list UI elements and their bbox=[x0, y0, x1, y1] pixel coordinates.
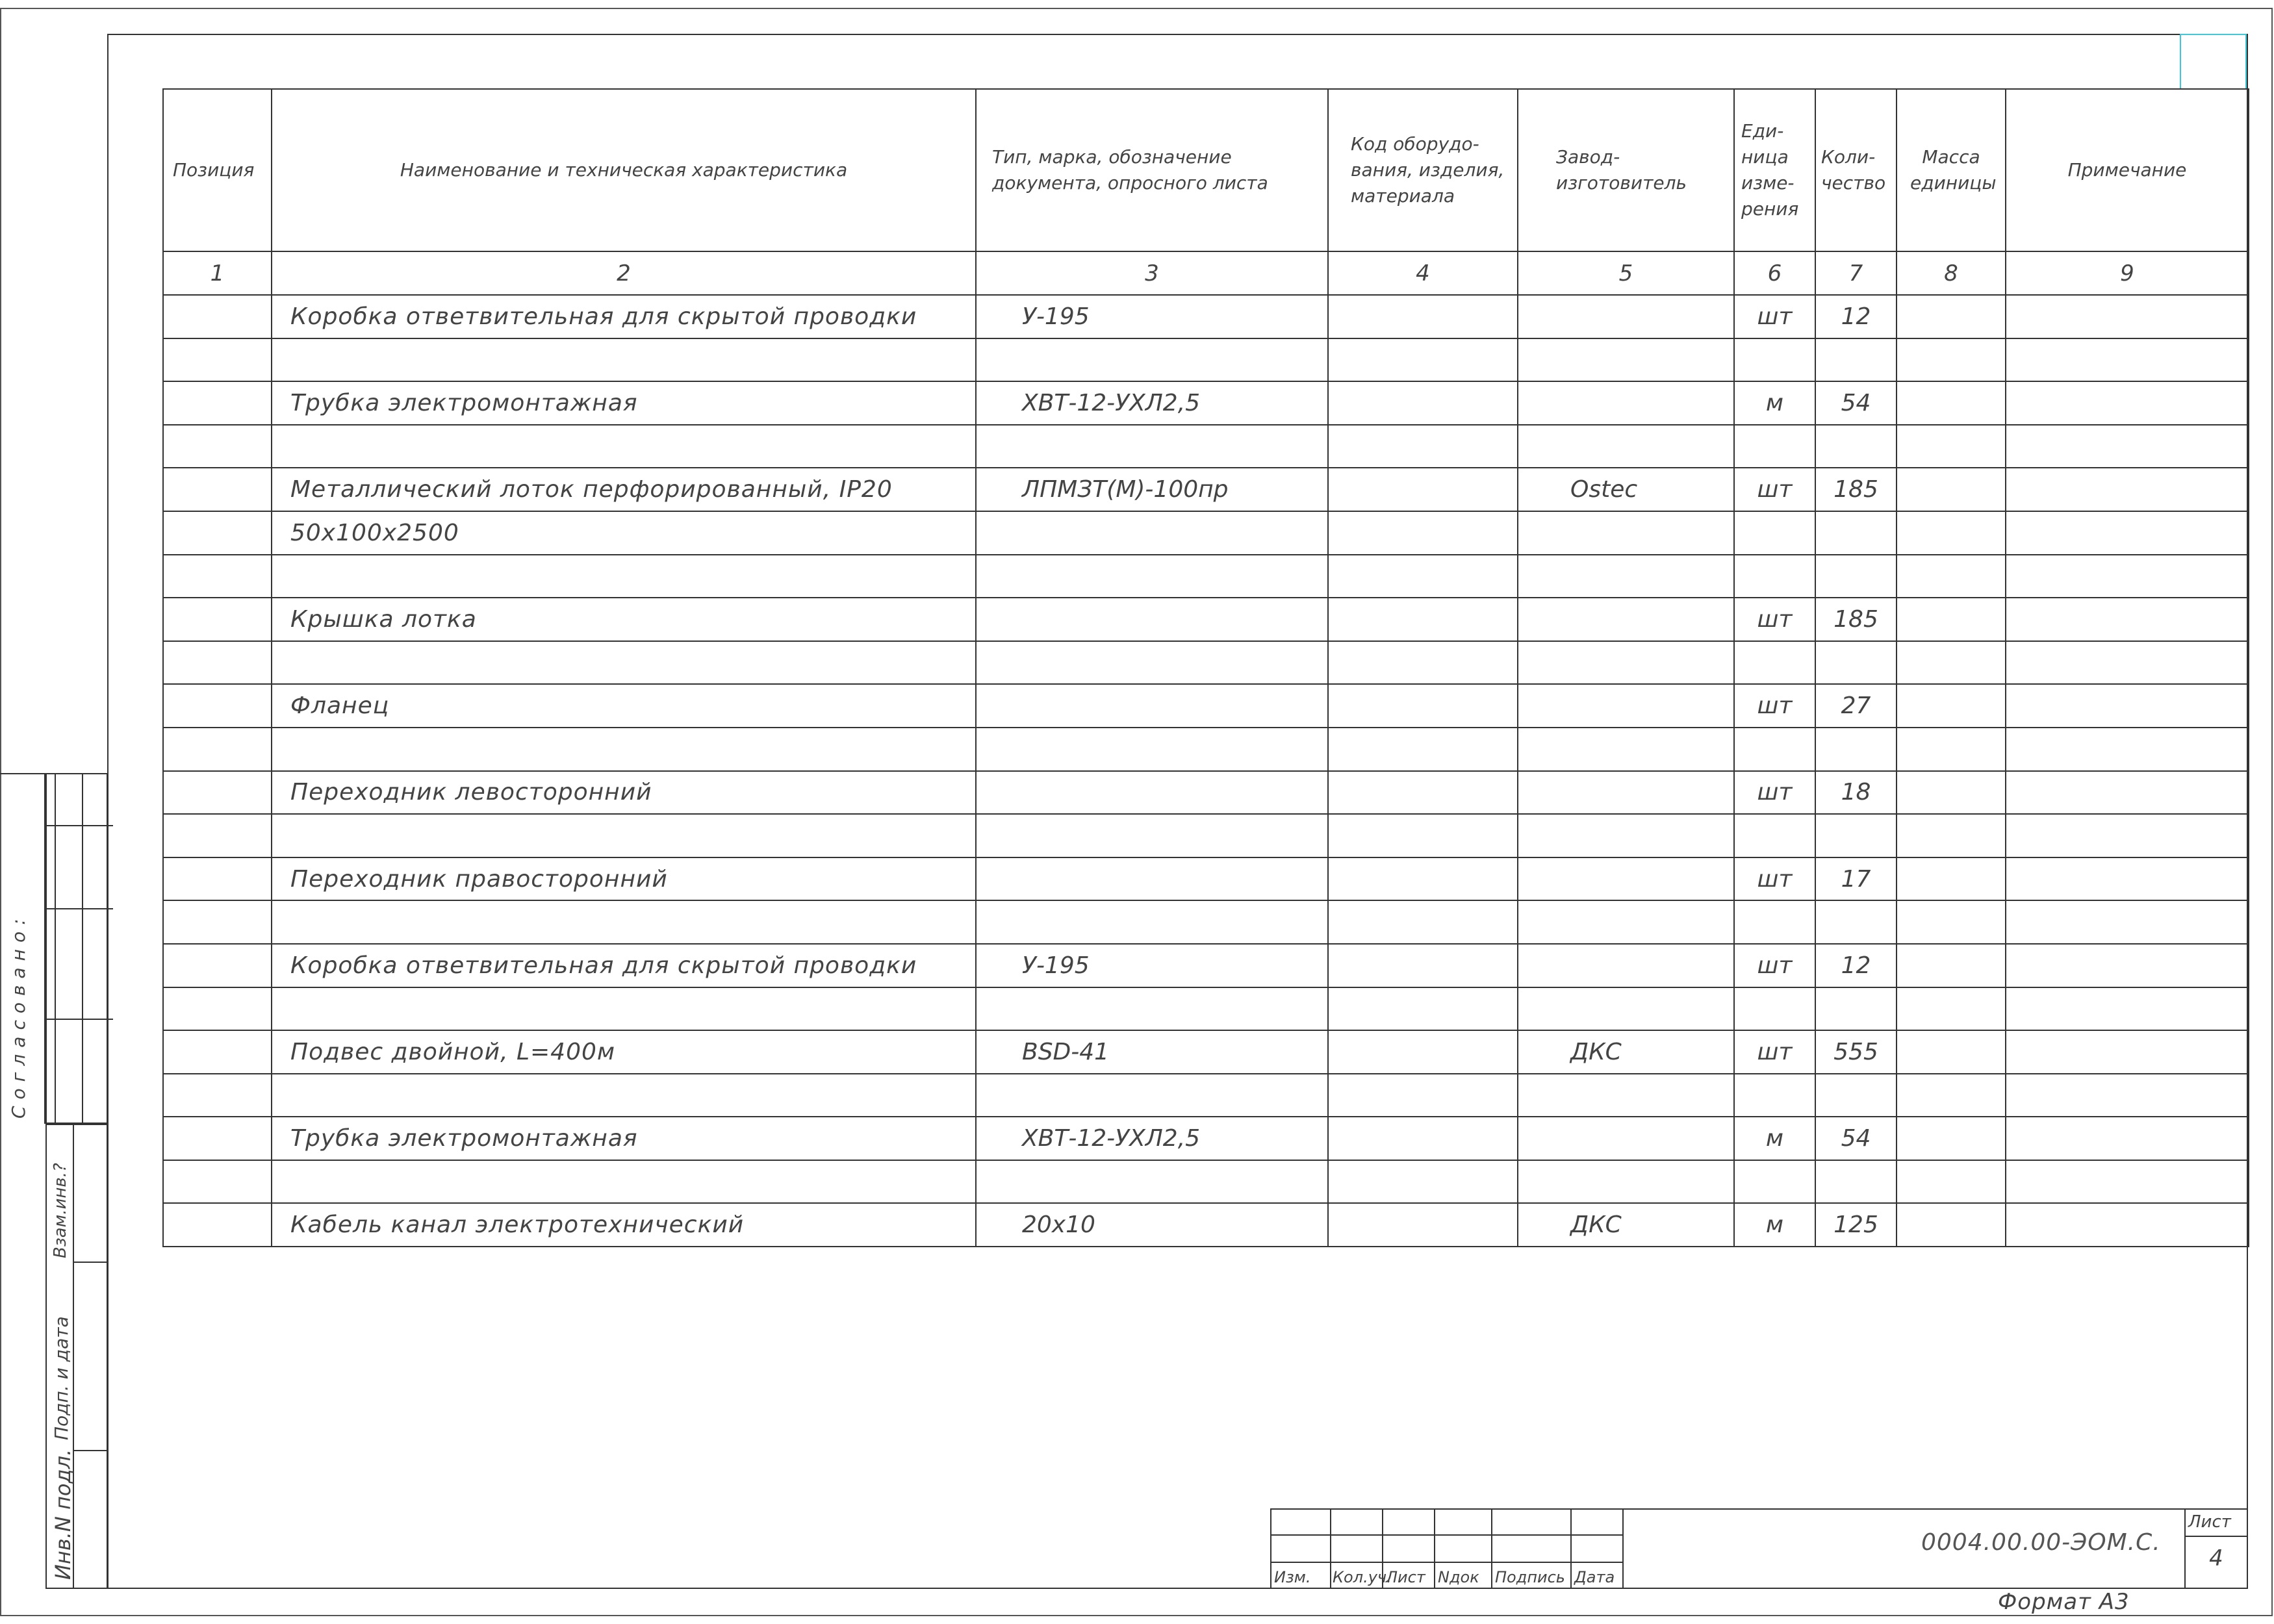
cell-code bbox=[1328, 857, 1518, 901]
cell-name bbox=[272, 641, 976, 685]
cell-type bbox=[976, 555, 1328, 598]
cell-unit: м bbox=[1734, 1117, 1815, 1160]
cell-name bbox=[272, 987, 976, 1031]
cell-note bbox=[2006, 338, 2249, 382]
agreement-grid bbox=[45, 773, 108, 1124]
cell-mass bbox=[1897, 381, 2006, 425]
corner-stamp-box bbox=[2180, 34, 2247, 90]
cell-note bbox=[2006, 555, 2249, 598]
cell-qty bbox=[1815, 425, 1897, 468]
cell-maker bbox=[1518, 1117, 1734, 1160]
cell-mass bbox=[1897, 425, 2006, 468]
cell-mass bbox=[1897, 1074, 2006, 1117]
sheet-number: 4 bbox=[2209, 1545, 2223, 1571]
cell-pos bbox=[163, 425, 272, 468]
cell-pos bbox=[163, 728, 272, 771]
cell-unit: шт bbox=[1734, 468, 1815, 511]
cell-maker bbox=[1518, 857, 1734, 901]
agreed-label: Согласовано: bbox=[8, 912, 29, 1119]
cell-type bbox=[976, 598, 1328, 641]
cell-name bbox=[272, 1160, 976, 1204]
col-number: 1 bbox=[163, 251, 272, 295]
cell-unit bbox=[1734, 814, 1815, 857]
cell-type bbox=[976, 1074, 1328, 1117]
cell-unit: шт bbox=[1734, 944, 1815, 987]
cell-mass bbox=[1897, 771, 2006, 815]
table-row bbox=[163, 728, 2249, 771]
cell-qty: 27 bbox=[1815, 684, 1897, 728]
cell-note bbox=[2006, 987, 2249, 1031]
cell-type bbox=[976, 987, 1328, 1031]
col-number: 8 bbox=[1897, 251, 2006, 295]
table-row bbox=[163, 1160, 2249, 1204]
cell-mass bbox=[1897, 814, 2006, 857]
cell-qty bbox=[1815, 555, 1897, 598]
cell-maker: ДКС bbox=[1518, 1203, 1734, 1247]
cell-note bbox=[2006, 598, 2249, 641]
table-row bbox=[163, 641, 2249, 685]
cell-qty bbox=[1815, 728, 1897, 771]
cell-type bbox=[976, 814, 1328, 857]
cell-pos bbox=[163, 900, 272, 944]
cell-qty: 185 bbox=[1815, 468, 1897, 511]
header-note: Примечание bbox=[2006, 89, 2249, 251]
cell-name: Крышка лотка bbox=[272, 598, 976, 641]
table-row bbox=[163, 771, 2249, 815]
cell-mass bbox=[1897, 987, 2006, 1031]
cell-name bbox=[272, 1074, 976, 1117]
sheet-label: Лист bbox=[2188, 1512, 2231, 1532]
cell-name bbox=[272, 900, 976, 944]
cell-pos bbox=[163, 987, 272, 1031]
cell-type bbox=[976, 425, 1328, 468]
cell-pos bbox=[163, 381, 272, 425]
inv-number-label: Инв.N подл. bbox=[51, 1449, 75, 1580]
title-block bbox=[1270, 1508, 2247, 1589]
cell-maker bbox=[1518, 771, 1734, 815]
cell-qty: 125 bbox=[1815, 1203, 1897, 1247]
cell-name bbox=[272, 425, 976, 468]
table-header-row bbox=[163, 89, 2249, 251]
cell-mass bbox=[1897, 1160, 2006, 1204]
cell-pos bbox=[163, 1117, 272, 1160]
cell-note bbox=[2006, 1117, 2249, 1160]
cell-pos bbox=[163, 1074, 272, 1117]
cell-type: ХВТ-12-УХЛ2,5 bbox=[976, 1117, 1328, 1160]
header-position: Позиция bbox=[163, 89, 272, 251]
cell-mass bbox=[1897, 598, 2006, 641]
table-row bbox=[163, 598, 2249, 641]
table-row bbox=[163, 381, 2249, 425]
cell-code bbox=[1328, 511, 1518, 555]
column-number-row bbox=[163, 251, 2249, 295]
cell-qty: 18 bbox=[1815, 771, 1897, 815]
cell-qty bbox=[1815, 987, 1897, 1031]
cell-pos bbox=[163, 684, 272, 728]
cell-maker bbox=[1518, 338, 1734, 382]
cell-mass bbox=[1897, 295, 2006, 338]
cell-code bbox=[1328, 944, 1518, 987]
col-number: 9 bbox=[2006, 251, 2249, 295]
cell-type: У-195 bbox=[976, 944, 1328, 987]
cell-pos bbox=[163, 468, 272, 511]
cell-note bbox=[2006, 381, 2249, 425]
cell-code bbox=[1328, 1160, 1518, 1204]
cell-unit bbox=[1734, 641, 1815, 685]
cell-mass bbox=[1897, 338, 2006, 382]
cell-code bbox=[1328, 555, 1518, 598]
table-row bbox=[163, 1030, 2249, 1074]
cell-pos bbox=[163, 814, 272, 857]
stamp-column bbox=[45, 1124, 108, 1589]
cell-qty bbox=[1815, 900, 1897, 944]
cell-qty bbox=[1815, 1074, 1897, 1117]
cell-pos bbox=[163, 338, 272, 382]
cell-note bbox=[2006, 468, 2249, 511]
izm-label: Изм. bbox=[1274, 1568, 1311, 1586]
cell-note bbox=[2006, 295, 2249, 338]
cell-mass bbox=[1897, 1117, 2006, 1160]
cell-type bbox=[976, 641, 1328, 685]
cell-name: Трубка электромонтажная bbox=[272, 381, 976, 425]
cell-qty: 54 bbox=[1815, 381, 1897, 425]
cell-type bbox=[976, 857, 1328, 901]
table-row bbox=[163, 1074, 2249, 1117]
cell-code bbox=[1328, 338, 1518, 382]
cell-code bbox=[1328, 1074, 1518, 1117]
cell-qty: 54 bbox=[1815, 1117, 1897, 1160]
cell-name: Металлический лоток перфорированный, IP20 bbox=[272, 468, 976, 511]
col-number: 4 bbox=[1328, 251, 1518, 295]
format-label: Формат А3 bbox=[1998, 1589, 2130, 1615]
cell-pos bbox=[163, 857, 272, 901]
cell-type bbox=[976, 338, 1328, 382]
cell-unit bbox=[1734, 900, 1815, 944]
data-label: Дата bbox=[1574, 1568, 1615, 1586]
cell-mass bbox=[1897, 944, 2006, 987]
table-row bbox=[163, 1117, 2249, 1160]
table-row bbox=[163, 338, 2249, 382]
cell-name: Трубка электромонтажная bbox=[272, 1117, 976, 1160]
cell-qty bbox=[1815, 641, 1897, 685]
cell-code bbox=[1328, 381, 1518, 425]
cell-code bbox=[1328, 900, 1518, 944]
cell-code bbox=[1328, 1030, 1518, 1074]
cell-code bbox=[1328, 814, 1518, 857]
sheet-box bbox=[2184, 1510, 2247, 1589]
cell-qty: 12 bbox=[1815, 295, 1897, 338]
specification-table bbox=[162, 88, 2249, 1247]
cell-pos bbox=[163, 598, 272, 641]
header-code: Код оборудо- вания, изделия, материала bbox=[1328, 89, 1518, 251]
cell-maker bbox=[1518, 641, 1734, 685]
cell-qty bbox=[1815, 511, 1897, 555]
cell-maker bbox=[1518, 1160, 1734, 1204]
cell-qty bbox=[1815, 338, 1897, 382]
podpis-label: Подпись bbox=[1495, 1568, 1565, 1586]
col-number: 6 bbox=[1734, 251, 1815, 295]
cell-type: 20х10 bbox=[976, 1203, 1328, 1247]
cell-mass bbox=[1897, 728, 2006, 771]
cell-type bbox=[976, 728, 1328, 771]
cell-maker bbox=[1518, 987, 1734, 1031]
cell-pos bbox=[163, 1203, 272, 1247]
cell-type bbox=[976, 771, 1328, 815]
cell-type bbox=[976, 511, 1328, 555]
cell-code bbox=[1328, 771, 1518, 815]
cell-qty bbox=[1815, 1160, 1897, 1204]
table-row bbox=[163, 1203, 2249, 1247]
cell-mass bbox=[1897, 1030, 2006, 1074]
ndok-label: Nдок bbox=[1438, 1568, 1479, 1586]
cell-maker bbox=[1518, 814, 1734, 857]
cell-maker bbox=[1518, 900, 1734, 944]
cell-pos bbox=[163, 641, 272, 685]
table-row bbox=[163, 468, 2249, 511]
cell-code bbox=[1328, 598, 1518, 641]
header-unit: Еди- ница изме- рения bbox=[1734, 89, 1815, 251]
table-row bbox=[163, 900, 2249, 944]
table-row bbox=[163, 295, 2249, 338]
cell-maker: Ostec bbox=[1518, 468, 1734, 511]
cell-name: Коробка ответвительная для скрытой проводки bbox=[272, 295, 976, 338]
cell-name: Переходник левосторонний bbox=[272, 771, 976, 815]
cell-type: ЛПМЗТ(М)-100пр bbox=[976, 468, 1328, 511]
cell-pos bbox=[163, 944, 272, 987]
cell-unit bbox=[1734, 728, 1815, 771]
header-mass: Масса единицы bbox=[1897, 89, 2006, 251]
table-row bbox=[163, 944, 2249, 987]
cell-code bbox=[1328, 468, 1518, 511]
cell-unit: м bbox=[1734, 381, 1815, 425]
cell-type: BSD-41 bbox=[976, 1030, 1328, 1074]
cell-unit: шт bbox=[1734, 684, 1815, 728]
cell-maker bbox=[1518, 555, 1734, 598]
list-label: Лист bbox=[1386, 1568, 1425, 1586]
cell-name: Подвес двойной, L=400м bbox=[272, 1030, 976, 1074]
cell-name bbox=[272, 338, 976, 382]
cell-mass bbox=[1897, 900, 2006, 944]
cell-code bbox=[1328, 1117, 1518, 1160]
cell-unit: шт bbox=[1734, 857, 1815, 901]
cell-unit: шт bbox=[1734, 598, 1815, 641]
table-body bbox=[163, 295, 2249, 1247]
cell-name bbox=[272, 814, 976, 857]
cell-note bbox=[2006, 1074, 2249, 1117]
cell-qty: 17 bbox=[1815, 857, 1897, 901]
cell-name bbox=[272, 555, 976, 598]
cell-code bbox=[1328, 728, 1518, 771]
header-maker: Завод- изготовитель bbox=[1518, 89, 1734, 251]
cell-unit bbox=[1734, 555, 1815, 598]
cell-type bbox=[976, 900, 1328, 944]
col-number: 2 bbox=[272, 251, 976, 295]
cell-type: У-195 bbox=[976, 295, 1328, 338]
cell-note bbox=[2006, 771, 2249, 815]
cell-maker bbox=[1518, 598, 1734, 641]
cell-qty bbox=[1815, 814, 1897, 857]
cell-name: Коробка ответвительная для скрытой проводки bbox=[272, 944, 976, 987]
revision-grid bbox=[1271, 1510, 1622, 1589]
header-qty: Коли- чество bbox=[1815, 89, 1897, 251]
agreement-label-cell bbox=[0, 773, 45, 1124]
cell-maker bbox=[1518, 728, 1734, 771]
cell-name: 50х100х2500 bbox=[272, 511, 976, 555]
cell-note bbox=[2006, 728, 2249, 771]
cell-mass bbox=[1897, 857, 2006, 901]
cell-maker bbox=[1518, 1074, 1734, 1117]
table-row bbox=[163, 814, 2249, 857]
sign-date-label: Подп. и дата bbox=[51, 1316, 72, 1440]
table-row bbox=[163, 857, 2249, 901]
cell-unit bbox=[1734, 1074, 1815, 1117]
col-number: 7 bbox=[1815, 251, 1897, 295]
document-number: 0004.00.00-ЭОМ.С. bbox=[1921, 1529, 2161, 1556]
cell-maker bbox=[1518, 381, 1734, 425]
cell-pos bbox=[163, 555, 272, 598]
cell-note bbox=[2006, 1203, 2249, 1247]
cell-name: Кабель канал электротехнический bbox=[272, 1203, 976, 1247]
cell-note bbox=[2006, 814, 2249, 857]
cell-note bbox=[2006, 511, 2249, 555]
cell-pos bbox=[163, 771, 272, 815]
cell-mass bbox=[1897, 684, 2006, 728]
cell-unit: шт bbox=[1734, 295, 1815, 338]
table-row bbox=[163, 987, 2249, 1031]
replace-inv-label: Взам.инв.? bbox=[51, 1163, 70, 1258]
cell-unit bbox=[1734, 987, 1815, 1031]
cell-code bbox=[1328, 641, 1518, 685]
cell-pos bbox=[163, 1160, 272, 1204]
cell-maker: ДКС bbox=[1518, 1030, 1734, 1074]
cell-note bbox=[2006, 857, 2249, 901]
cell-note bbox=[2006, 900, 2249, 944]
cell-type bbox=[976, 1160, 1328, 1204]
cell-pos bbox=[163, 511, 272, 555]
cell-unit bbox=[1734, 1160, 1815, 1204]
cell-name bbox=[272, 728, 976, 771]
kol-label: Кол.уч. bbox=[1333, 1568, 1392, 1586]
cell-name: Фланец bbox=[272, 684, 976, 728]
cell-unit: шт bbox=[1734, 1030, 1815, 1074]
cell-maker bbox=[1518, 511, 1734, 555]
cell-unit: шт bbox=[1734, 771, 1815, 815]
cell-note bbox=[2006, 684, 2249, 728]
cell-pos bbox=[163, 295, 272, 338]
cell-note bbox=[2006, 1030, 2249, 1074]
cell-maker bbox=[1518, 684, 1734, 728]
cell-code bbox=[1328, 295, 1518, 338]
cell-maker bbox=[1518, 295, 1734, 338]
cell-code bbox=[1328, 1203, 1518, 1247]
col-number: 3 bbox=[976, 251, 1328, 295]
cell-qty: 185 bbox=[1815, 598, 1897, 641]
cell-unit bbox=[1734, 511, 1815, 555]
cell-type: ХВТ-12-УХЛ2,5 bbox=[976, 381, 1328, 425]
cell-unit: м bbox=[1734, 1203, 1815, 1247]
cell-name: Переходник правосторонний bbox=[272, 857, 976, 901]
cell-qty: 555 bbox=[1815, 1030, 1897, 1074]
cell-mass bbox=[1897, 511, 2006, 555]
table-row bbox=[163, 684, 2249, 728]
cell-maker bbox=[1518, 944, 1734, 987]
cell-mass bbox=[1897, 1203, 2006, 1247]
cell-type bbox=[976, 684, 1328, 728]
header-type: Тип, марка, обозначение документа, опросного листа bbox=[976, 89, 1328, 251]
cell-note bbox=[2006, 1160, 2249, 1204]
col-number: 5 bbox=[1518, 251, 1734, 295]
table-row bbox=[163, 425, 2249, 468]
table-row bbox=[163, 555, 2249, 598]
cell-code bbox=[1328, 684, 1518, 728]
cell-code bbox=[1328, 987, 1518, 1031]
cell-mass bbox=[1897, 641, 2006, 685]
cell-pos bbox=[163, 1030, 272, 1074]
cell-maker bbox=[1518, 425, 1734, 468]
cell-note bbox=[2006, 425, 2249, 468]
cell-note bbox=[2006, 641, 2249, 685]
cell-unit bbox=[1734, 425, 1815, 468]
cell-code bbox=[1328, 425, 1518, 468]
table-row bbox=[163, 511, 2249, 555]
cell-qty: 12 bbox=[1815, 944, 1897, 987]
cell-mass bbox=[1897, 555, 2006, 598]
cell-note bbox=[2006, 944, 2249, 987]
cell-unit bbox=[1734, 338, 1815, 382]
cell-mass bbox=[1897, 468, 2006, 511]
header-name: Наименование и техническая характеристика bbox=[272, 89, 976, 251]
